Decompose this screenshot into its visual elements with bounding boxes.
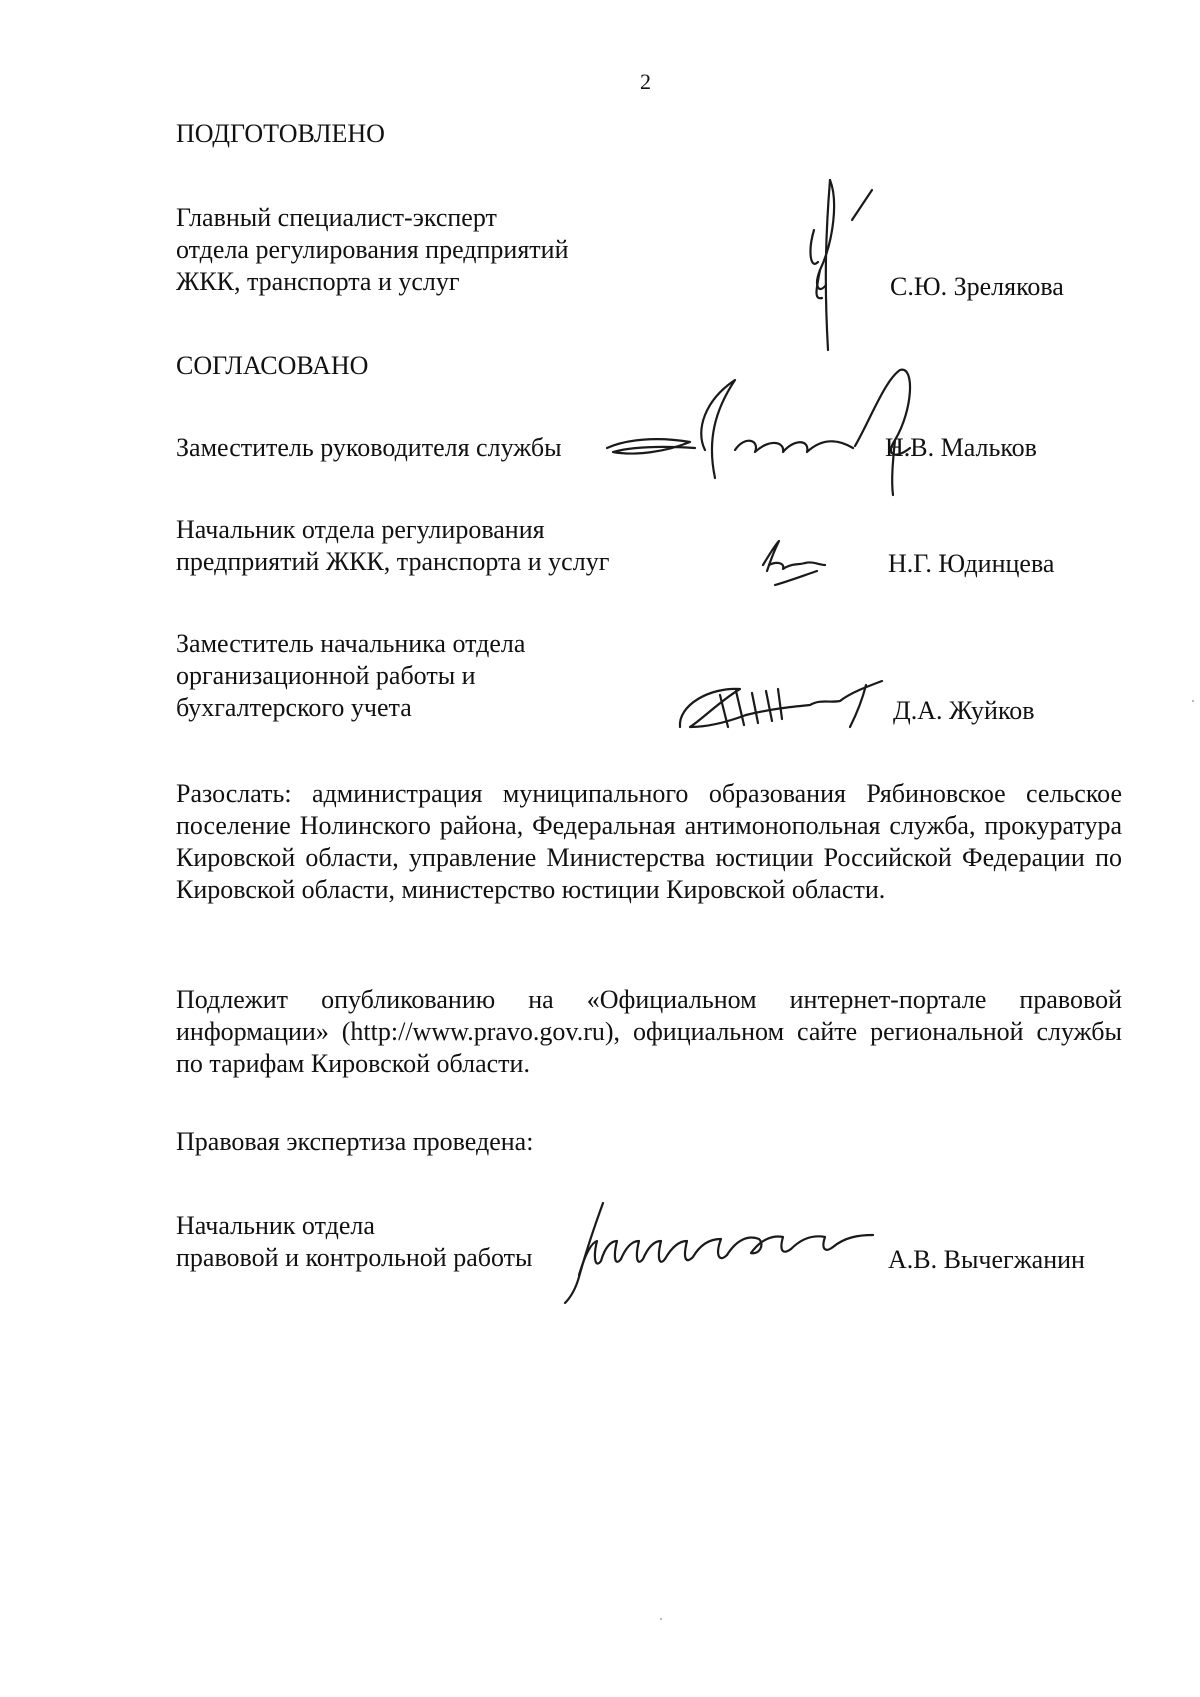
page-number: 2	[640, 69, 651, 94]
position-line: Начальник отдела регулирования	[176, 515, 545, 544]
scan-dot	[1192, 700, 1194, 702]
signature-yudintseva	[755, 535, 835, 595]
signature-vychegzhanin	[555, 1195, 895, 1305]
signatory-2-name: Н.Г. Юдинцева	[888, 549, 1055, 578]
signatory-3-position	[176, 628, 525, 724]
prepared-heading: ПОДГОТОВЛЕНО	[176, 119, 385, 148]
position-line: ЖКК, транспорта и услуг	[176, 267, 460, 296]
signatory-1-name: Н.В. Мальков	[885, 433, 1037, 462]
position-line: отдела регулирования предприятий	[176, 235, 569, 264]
position-line: организационной работы и	[176, 661, 476, 690]
legal-review-heading: Правовая экспертиза проведена:	[176, 1127, 534, 1156]
signature-zhuykov	[670, 665, 895, 745]
signature-malkov	[595, 360, 935, 500]
signatory-2-position	[176, 514, 609, 578]
position-line: Главный специалист-эксперт	[176, 203, 497, 232]
prepared-position	[176, 202, 569, 298]
scan-dot	[660, 1618, 662, 1620]
position-line: Заместитель руководителя службы	[176, 433, 562, 462]
distribution-paragraph: Разослать: администрация муниципального образования Рябиновское сельское поселение Нолинского района, Федеральная антимонопольная служба, прокуратура Кировской области, управление Министерства юстиции Российской Федерации по Кировской области, министерство юстиции Кировской области.	[176, 779, 1122, 904]
position-line: Начальник отдела	[176, 1211, 375, 1240]
position-line: Заместитель начальника отдела	[176, 629, 526, 658]
agreed-heading: СОГЛАСОВАНО	[176, 351, 369, 380]
signatory-1-position	[176, 432, 562, 464]
publication-paragraph: Подлежит опубликованию на «Официальном интернет-портале правовой информации» (http://www.pravo.gov.ru), официальном сайте региональной службы по тарифам Кировской области.	[176, 985, 1122, 1078]
legal-review-name: А.В. Вычегжанин	[888, 1245, 1085, 1274]
position-line: правовой и контрольной работы	[176, 1243, 533, 1272]
position-line: бухгалтерского учета	[176, 693, 412, 722]
position-line: предприятий ЖКК, транспорта и услуг	[176, 547, 610, 576]
signatory-3-name: Д.А. Жуйков	[893, 696, 1035, 725]
prepared-name: С.Ю. Зрелякова	[890, 272, 1064, 301]
legal-review-position	[176, 1210, 532, 1274]
signature-zrelyakova	[790, 170, 880, 355]
